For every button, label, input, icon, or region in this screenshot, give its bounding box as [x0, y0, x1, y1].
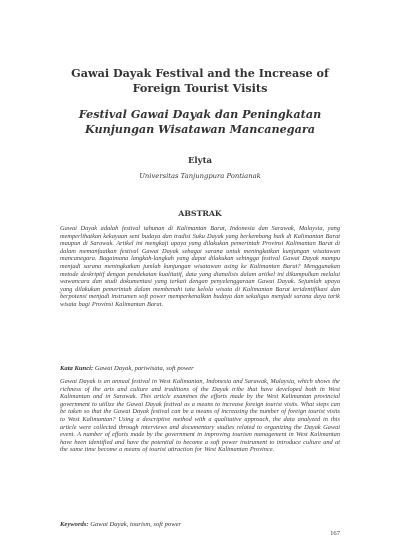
page-number: 167 [330, 530, 340, 537]
abstract-heading: ABSTRAK [178, 209, 222, 218]
keywords-english [60, 521, 340, 528]
keywords-english-value: Gawai Dayak, tourism, soft power [90, 521, 182, 528]
article-title-english: Gawai Dayak Festival and the Increase of Foreign Tourist Visits [71, 66, 329, 95]
abstract-indonesian: Gawai Dayak adalah festival tahunan di Kalimantan Barat, Indonesia dan Sarawak, Malaysia, yang memperlihatkan kekayaan seni budaya dan tradisi Suku Dayak yang berkembang baik di Kalimantan Barat maupun di Sarawak. Artikel ini mengkaji upaya yang dilakukan pemerintah Provinsi Kalimantan Barat di dalam memanfaatkan festival Gawai Dayak sebagai sarana untuk meningkatkan kunjungan wisatawan mancanegara. Bagaimana langkah-langkah yang dapat dilakukan sehingga festival Gawai Dayak mampu menjadi sarana meningkatkan jumlah kunjungan wisatawan asing ke Kalimantan Barat? Menggunakan metode deskriptif dengan pendekatan kualitatif, data yang dianalisis dalam artikel ini dikumpulkan melalui wawancara dan studi dokumentasi yang terkait dengan penyelenggaraan Gawai Dayak. Sejumlah upaya yang dilakukan pemerintah dalam membenahi tata kelola wisata di Kalimantan Barat teridentifikasi dan berpotensi menjadi instrumen soft power memperkenalkan budaya dan sekaligus menjadi sarana daya tarik wisata bagi Provinsi Kalimantan Barat. [60, 225, 340, 308]
author-affiliation: Universitas Tanjungpura Pontianak [139, 172, 261, 180]
keywords-indonesian-label: Kata Kunci: [60, 365, 94, 372]
article-title-indonesian: Festival Gawai Dayak dan Peningkatan Kunjungan Wisatawan Mancanegara [78, 107, 322, 136]
author-name: Elyta [187, 156, 213, 166]
keywords-indonesian-value: Gawai Dayak, pariwisata, soft power [94, 365, 194, 372]
keywords-english-label: Keywords: [60, 521, 89, 528]
abstract-english: Gawai Dayak is an annual festival in West Kalimantan, Indonesia and Sarawak, Malaysia, which shows the richness of the arts and culture and traditions of the Dayak tribe that have developed both in West Kalimantan and in Sarawak. This article examines the efforts made by the West Kalimantan provincial government to utilize the Gawai Dayak festival as a means to increase foreign tourist visits. What steps can be taken so that the Gawai Dayak festival can be a means of increasing the number of foreign tourist visits to West Kalimantan? Using a descriptive method with a qualitative approach, the data analyzed in this article were collected through interviews and documentary studies related to organizing the Dayak Gawai event. A number of efforts made by the government in improving tourism management in West Kalimantan have been identified and have the potential to become a soft power instrument to introduce culture and at the same time become a means of tourist attraction for West Kalimantan Province. [60, 378, 340, 454]
keywords-indonesian [60, 365, 340, 372]
